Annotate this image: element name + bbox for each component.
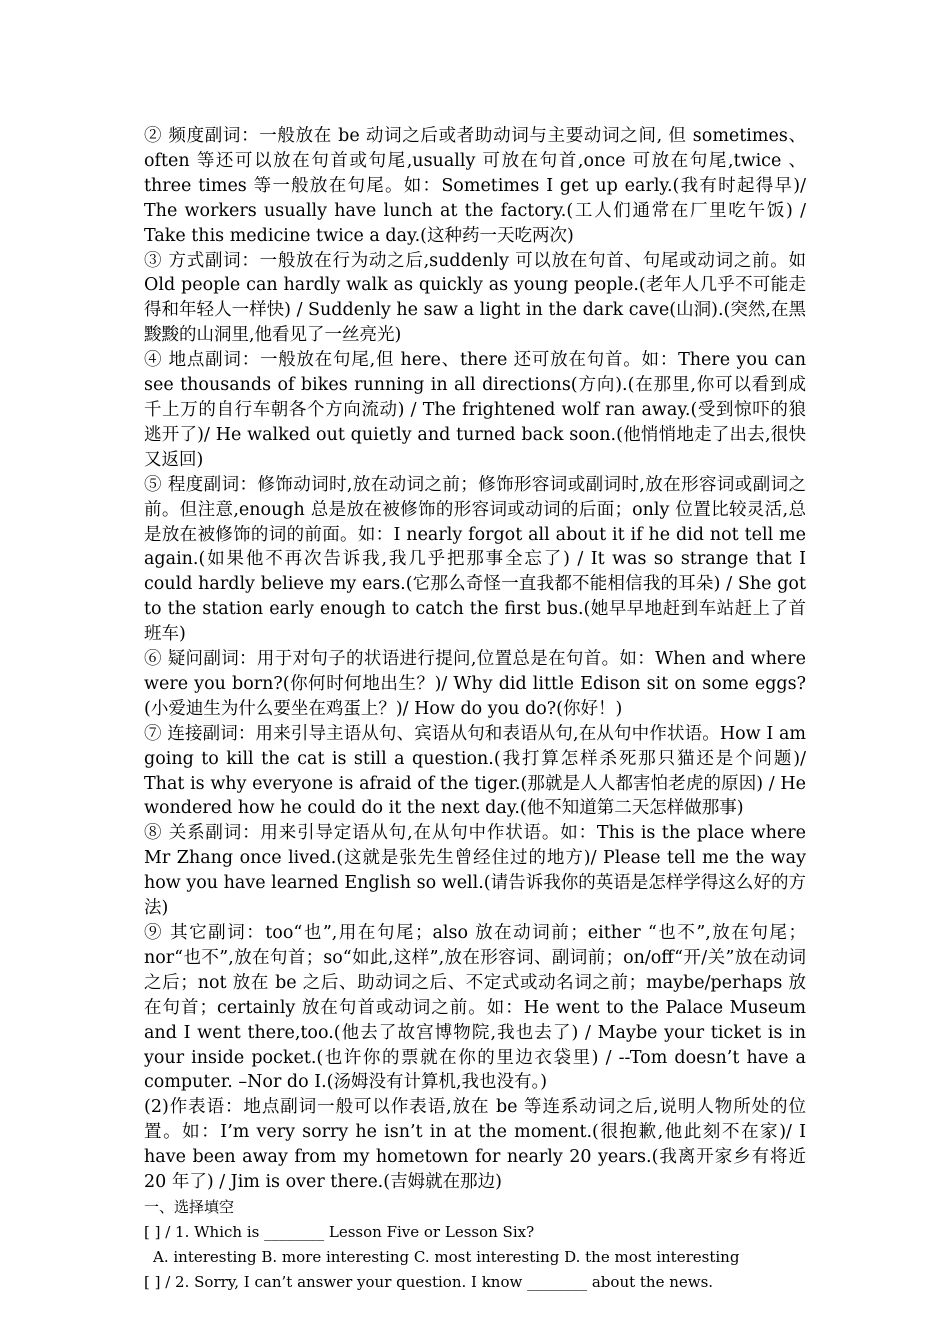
exercise-section-title: 一、选择填空 [144,1197,235,1216]
paragraph-other-adverbs: ⑨ 其它副词：too“也”,用在句尾；also 放在动词前；either “也不”,放在句尾；nor“也不”,放在句首；so“如此,这样”,放在形容词、副词前；on/off“开/关”放在动词之后；not 放在 be 之后、助动词之后、不定式或动名词之前；maybe/perhaps 放在句首；certainly 放在句首或动词之前。如：He went to the Palace Museum and I went there,too.(他去了故宫博物院,我也去了) / Maybe your ticket is in your inside pocket.(也许你的票就在你的里边衣袋里) / --Tom doesn’t have a computer. –Nor do I.(汤姆没有计算机,我也没有。) [144,923,806,1093]
paragraph-interrogative-adverbs: ⑥ 疑问副词：用于对句子的状语进行提问,位置总是在句首。如：When and where were you born?(你何时何地出生？)/ Why did little Edison sit on some eggs?(小爱迪生为什么要坐在鸡蛋上？)/ How do you do?(你好！) [144,649,806,719]
exercise-question-1: [ ] / 1. Which is ________ Lesson Five or Lesson Six? [144,1222,535,1241]
paragraph-place-adverbs: ④ 地点副词：一般放在句尾,但 here、there 还可放在句首。如：There you can see thousands of bikes running in all directions(方向).(在那里,你可以看到成千上万的自行车朝各个方向流动) / The frightened wolf ran away.(受到惊吓的狼逃开了)/ He walked out quietly and turned back soon.(他悄悄地走了出去,很快又返回) [144,350,806,470]
exercise-question-1-options: A. interesting B. more interesting C. most interesting D. the most interesting [153,1247,740,1266]
document-body [144,124,806,1295]
paragraph-predicative-usage: (2)作表语：地点副词一般可以作表语,放在 be 等连系动词之后,说明人物所处的位置。如：I’m very sorry he isn’t in at the moment.(很抱歉,他此刻不在家)/ I have been away from my hometown for nearly 20 years.(我离开家乡有将近 20 年了) / Jim is over there.(吉姆就在那边) [144,1097,806,1193]
paragraph-relative-adverbs: ⑧ 关系副词：用来引导定语从句,在从句中作状语。如：This is the place where Mr Zhang once lived.(这就是张先生曾经住过的地方)/ Please tell me the way how you have learned English so well.(请告诉我你的英语是怎样学得这么好的方法) [144,823,806,919]
paragraph-manner-adverbs: ③ 方式副词：一般放在行为动之后,suddenly 可以放在句首、句尾或动词之前。如 Old people can hardly walk as quickly as young people.(老年人几乎不可能走得和年轻人一样快) / Suddenly he saw a light in the dark cave(山洞).(突然,在黑黢黢的山洞里,他看见了一丝亮光) [144,250,806,346]
paragraph-conjunctive-adverbs: ⑦ 连接副词：用来引导主语从句、宾语从句和表语从句,在从句中作状语。How I am going to kill the cat is still a question.(我打算怎样杀死那只猫还是个问题)/ That is why everyone is afraid of the tiger.(那就是人人都害怕老虎的原因) / He wondered how he could do it the next day.(他不知道第二天怎样做那事) [144,723,806,819]
paragraph-frequency-adverbs: ② 频度副词：一般放在 be 动词之后或者助动词与主要动词之间, 但 sometimes、often 等还可以放在句首或句尾,usually 可放在句首,once 可放在句尾,twice 、three times 等一般放在句尾。如：Sometimes I get up early.(我有时起得早)/ The workers usually have lunch at the factory.(工人们通常在厂里吃午饭) / Take this medicine twice a day.(这种药一天吃两次) [144,126,806,246]
paragraph-degree-adverbs: ⑤ 程度副词：修饰动词时,放在动词之前；修饰形容词或副词时,放在形容词或副词之前。但注意,enough 总是放在被修饰的形容词或动词的后面；only 位置比较灵活,总是放在被修饰的词的前面。如：I nearly forgot all about it if he did not tell me again.(如果他不再次告诉我,我几乎把那事全忘了) / It was so strange that I could hardly believe my ears.(它那么奇怪一直我都不能相信我的耳朵) / She got to the station early enough to catch the first bus.(她早早地赶到车站赶上了首班车) [144,474,806,645]
exercise-question-2: [ ] / 2. Sorry, I can’t answer your question. I know ________ about the news. [144,1272,714,1291]
